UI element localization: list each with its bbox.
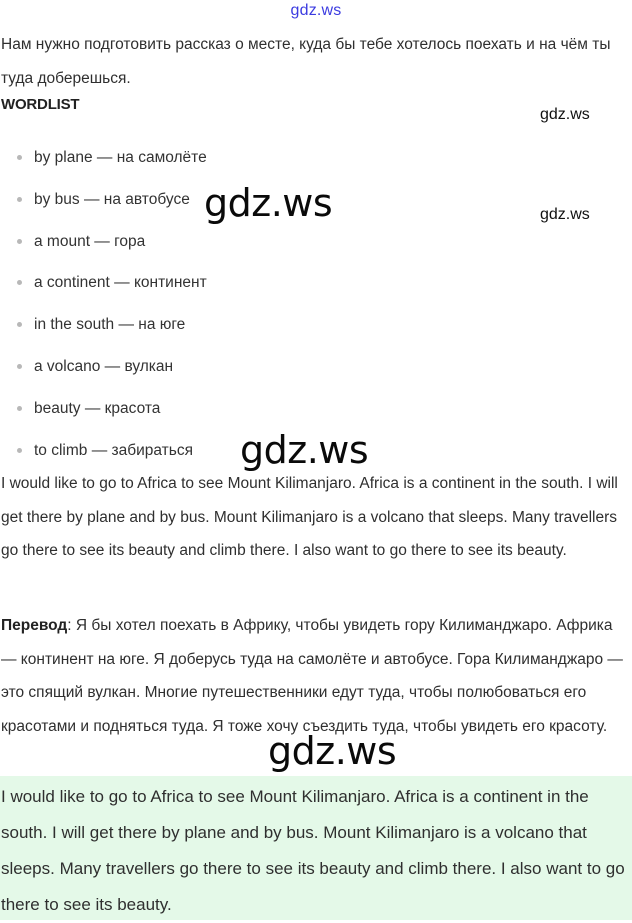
bullet-icon bbox=[17, 364, 22, 369]
watermark-small: gdz.ws bbox=[540, 206, 590, 223]
watermark-large: gdz.ws bbox=[268, 729, 397, 773]
translation-label: Перевод bbox=[1, 617, 68, 634]
watermark-small: gdz.ws bbox=[540, 106, 590, 123]
word-entry: beauty — красота bbox=[34, 399, 161, 417]
word-entry: a volcano — вулкан bbox=[34, 357, 174, 375]
story-text: I would like to go to Africa to see Mount Kilimanjaro. Africa is a continent in the south. I will get there by plane and by bus. Mount Kilimanjaro is a volcano that sleeps. Many travellers go there to see its beauty and climb there. I also want to go there to see its beauty. bbox=[1, 475, 618, 559]
word-entry: by bus — на автобусе bbox=[34, 190, 190, 208]
word-entry: a continent — континент bbox=[34, 274, 207, 292]
watermark-large: gdz.ws bbox=[204, 181, 333, 225]
bullet-icon bbox=[17, 197, 22, 202]
top-watermark: gdz.ws bbox=[290, 2, 342, 19]
list-item bbox=[0, 388, 300, 430]
word-entry: in the south — на юге bbox=[34, 316, 186, 334]
list-item bbox=[0, 262, 300, 304]
watermark-large: gdz.ws bbox=[240, 428, 369, 472]
bullet-icon bbox=[17, 155, 22, 160]
bullet-icon bbox=[17, 239, 22, 244]
bullet-icon bbox=[17, 322, 22, 327]
translation-body: : Я бы хотел поехать в Африку, чтобы увидеть гору Килиманджаро. Африка — континент на юге. Я доберусь туда на самолёте и автобусе. Гора Килиманджаро — это спящий вулкан. Многие путешественники едут туда, чтобы полюбоваться его красотами и подняться туда. Я тоже хочу съездить туда, чтобы увидеть его красоту. bbox=[1, 617, 623, 735]
bullet-icon bbox=[17, 448, 22, 453]
intro-text: Нам нужно подготовить рассказ о месте, куда бы тебе хотелось поехать и на чём ты туда доберешься. bbox=[1, 36, 611, 87]
word-entry: to climb — забираться bbox=[34, 441, 193, 459]
wordlist-heading: WORDLIST bbox=[1, 96, 80, 113]
list-item bbox=[0, 304, 300, 346]
highlighted-answer bbox=[0, 776, 632, 920]
highlighted-answer-text: I would like to go to Africa to see Mount Kilimanjaro. Africa is a continent in the south. I will get there by plane and by bus. Mount Kilimanjaro is a volcano that sleeps. Many travellers go there to see its beauty and climb there. I also want to go there to see its beauty. bbox=[1, 787, 625, 914]
bullet-icon bbox=[17, 280, 22, 285]
list-item bbox=[0, 346, 300, 388]
list-item bbox=[0, 221, 300, 263]
translation-text bbox=[1, 609, 629, 743]
list-item bbox=[0, 137, 300, 179]
word-entry: by plane — на самолёте bbox=[34, 149, 207, 166]
bullet-icon bbox=[17, 406, 22, 411]
word-entry: a mount — гора bbox=[34, 232, 146, 250]
